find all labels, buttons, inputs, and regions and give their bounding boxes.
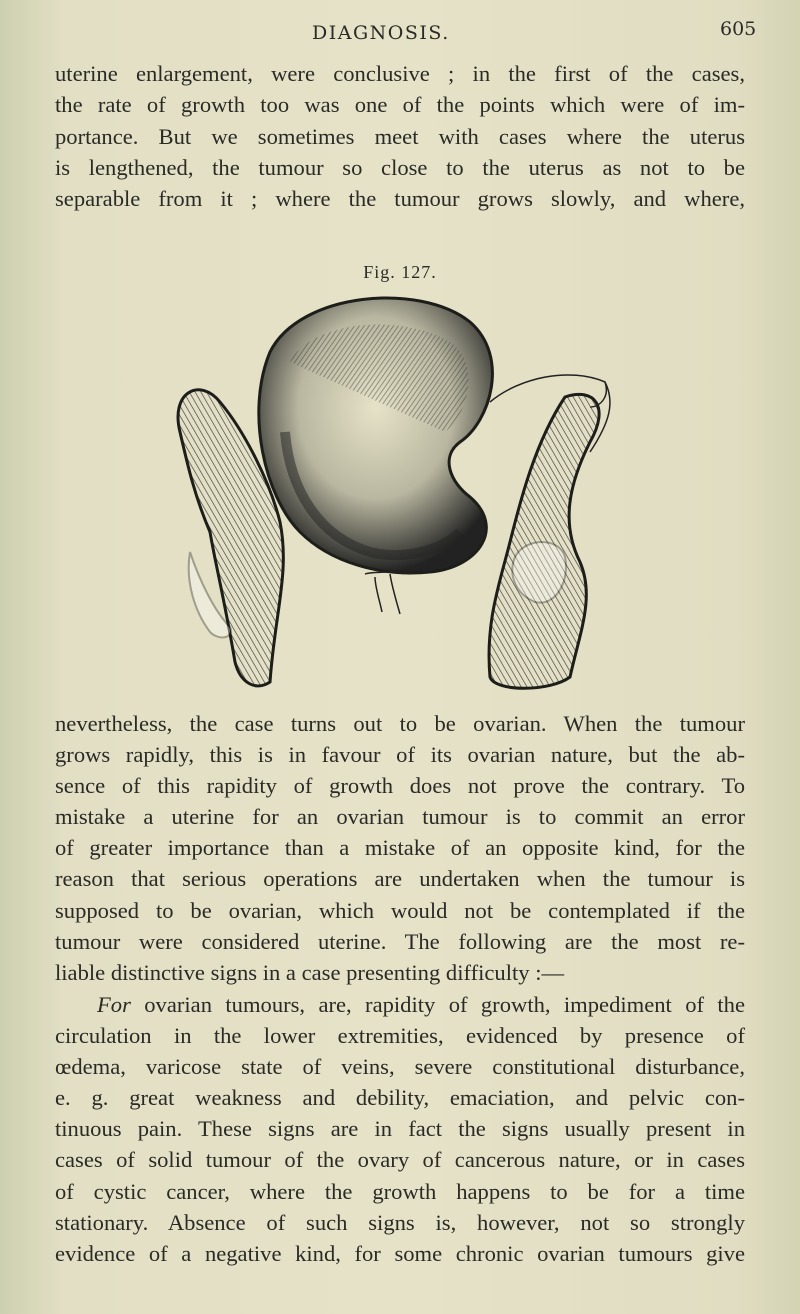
paragraph-main	[55, 708, 745, 988]
text-line: is lengthened, the tumour so close to the uterus as not to be	[55, 154, 745, 180]
text-line: nevertheless, the case turns out to be ovarian. When the tumour	[55, 711, 745, 736]
text-line: separable from it ; where the tumour grows slowly, and where,	[55, 186, 745, 212]
text-line: uterine enlargement, were conclusive ; in the first of the cases,	[55, 61, 745, 86]
italic-lead: For	[97, 992, 131, 1017]
paragraph-for	[55, 989, 745, 1269]
text-line: grows rapidly, this is in favour of its ovarian nature, but the ab-	[55, 742, 745, 768]
text-line: of cystic cancer, where the growth happens to be for a time	[55, 1178, 745, 1204]
text-line: of greater importance than a mistake of an opposite kind, for the	[55, 835, 745, 861]
text-line: supposed to be ovarian, which would not be contemplated if the	[55, 897, 745, 923]
text-line: liable distinctive signs in a case presenting difficulty :—	[55, 959, 565, 985]
text-line: the rate of growth too was one of the points which were of im-	[55, 92, 745, 118]
text-line	[55, 989, 745, 1020]
running-title: DIAGNOSIS.	[312, 22, 450, 44]
text-line: evidence of a negative kind, for some chronic ovarian tumours give	[55, 1240, 745, 1266]
text-line: tumour were considered uterine. The following are the most re-	[55, 928, 745, 954]
text-line: tinuous pain. These signs are in fact the signs usually present in	[55, 1116, 745, 1142]
paragraph-top	[55, 58, 745, 214]
text-line: sence of this rapidity of growth does not prove the contrary. To	[55, 773, 745, 799]
page-number: 605	[720, 18, 757, 40]
text-line: cases of solid tumour of the ovary of cancerous nature, or in cases	[55, 1147, 745, 1173]
text-line: portance. But we sometimes meet with cases where the uterus	[55, 123, 745, 149]
anatomical-illustration	[160, 282, 630, 702]
running-head	[0, 16, 800, 46]
text-line: circulation in the lower extremities, evidenced by presence of	[55, 1023, 745, 1049]
text-line: e. g. great weakness and debility, emaciation, and pelvic con-	[55, 1085, 745, 1111]
text-line: mistake a uterine for an ovarian tumour is to commit an error	[55, 804, 745, 830]
text-line: œdema, varicose state of veins, severe constitutional disturbance,	[55, 1054, 745, 1080]
text-line: stationary. Absence of such signs is, however, not so strongly	[55, 1209, 745, 1235]
figure-caption: Fig. 127.	[363, 262, 437, 282]
text-line: reason that serious operations are undertaken when the tumour is	[55, 866, 745, 892]
text-span: ovarian tumours, are, rapidity of growth, impediment of the	[130, 992, 745, 1017]
